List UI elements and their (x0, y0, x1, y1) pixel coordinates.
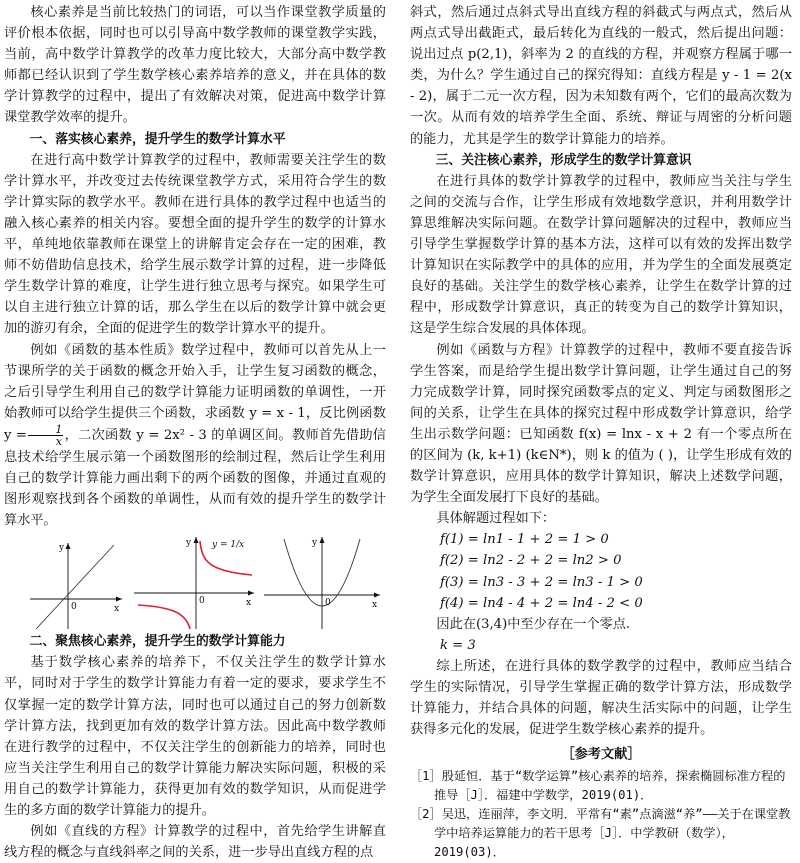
section-2-paragraph-1: 基于数学核心素养的培养下，不仅关注学生的数学计算水平，同时对于学生的数学计算能力有着一定的要求，要求学生不仅掌握一定的数学计算方法，同时也可以通过自己的努力创新数学计算方法，找到更加有效的数学计算方法。因此高中数学教师在进行教学的过程中，不仅关注学生的创新能力的培养，同时也应当关注学生利用自己的数学计算能力解决实际问题，积极的采用自己的数学计算能力，获得更加有效的数学知识，从而促进学生的多方面的数学计算能力的提升。 (4, 655, 386, 818)
solution-process-label: 具体解题过程如下： (436, 511, 556, 527)
k-value: k = 3 (440, 637, 476, 653)
function-examples-text: 例如《函数的基本性质》数学过程中，教师可以首先从上一节课所学的关于函数的概念开始入手，让学生复习函数的概念，之后引导学生利用自己的数学计算能力证明函数的单调性，一开始教师可以给学生提供三个函数，求函数 y = x - 1，反比例函数 y = (4, 342, 386, 443)
intro-paragraph: 核心素养是当前比较热门的词语，可以当作课堂教学质量的评价根本依据，同时也可以引导高中数学教师的课堂教学实践，当前，高中数学计算教学的改革力度比较大，大部分高中数学教师都已经认识到了学生数学核心素养培养的意义，并在具体的数学计算教学的过程中，提出了有效解决对策，促进高中数学计算课堂教学效率的提升。 (4, 5, 386, 126)
calc-line-4: f(4) = ln4 - 4 + 2 = ln4 - 2 < 0 (440, 595, 643, 611)
summary-paragraph: 综上所述，在进行具体的数学教学的过程中，教师应当结合学生的实际情况，引导学生掌握正确的数学计算方法，形成数学计算能力，并结合具体的问题，解决生活实际中的问题，让学生获得多元化的发展，促进学生数学核心素养的提升。 (410, 658, 792, 738)
left-column (4, 2, 386, 861)
calc-line-3: f(3) = ln3 - 3 + 2 = ln3 - 1 > 0 (440, 574, 643, 590)
graph-linear-y-arrow (66, 543, 71, 549)
calc-line-2: f(2) = ln2 - 2 + 2 = ln2 > 0 (440, 553, 622, 569)
section-3-paragraph-1: 在进行具体的数学计算教学的过程中，教师应当关注与学生之间的交流与合作，让学生形成有效地数学意识，并利用数学计算思维解决实际问题。在数学计算问题解决的过程中，教师应当引导学生掌握数学计算的基本方法，这样可以有效的发挥出数学计算知识在实际教学中的具体的应用，并为学生的全面发展奠定良好的基础。关注学生的数学核心素养，让学生在数学计算的过程中，形成数学计算意识，真正的转变为自己的数学计算知识，这是学生综合发展的具体体现。 (410, 173, 792, 337)
graph-linear-line (36, 545, 114, 629)
monotonic-interval-text: ，二次函数 y = 2x² - 3 的单调区间。教师首先借助信息技术给学生展示第一个函数图形的绘制过程，然后让学生利用自己的数学计算能力画出剩下的两个函数的图像，并通过直观的图形观察找到各个函数的单调性，从而有效的提升学生的数学计算水平。 (4, 427, 386, 529)
section-3-paragraph-2: 例如《函数与方程》计算教学的过程中，教师不要直接告诉学生答案，而是给学生提出数学计算问题，让学生通过自己的努力完成数学计算，同时探究函数零点的定义、判定与函数图形之间的关系，让学生在具体的探究过程中形成数学计算意识，给学生出示数学问题：已知函数 f(x) = lnx - x + 2 有一个零点所在的区间为 (k, k+1) (k∈N*)，则 k 的值为 ( )，让学生形成有效的数学计算意识，应用具体的数学计算知识，解决上述数学问题，为学生全面发展打下良好的基础。 (410, 342, 792, 506)
graph-linear-x-label: x (114, 604, 120, 615)
section-1-paragraph-2 (4, 340, 386, 532)
graph-quadratic-y-arrow (320, 537, 325, 543)
function-graphs (4, 533, 386, 631)
references-heading: ［参考文献］ (561, 747, 641, 763)
graph-quadratic-y-label: y (312, 538, 318, 549)
graph-reciprocal-branch-left (138, 605, 190, 629)
fraction-one-over-x (28, 424, 63, 447)
graph-linear (26, 533, 126, 631)
reference-2: ［2］吴迅，连丽萍，李文明．平常有“素”点滴滋“养”——关于在课堂教学中培养运算能力的若干思考［J］．中学教研（数学），2019(03)． (410, 807, 791, 860)
reference-1: ［1］殷延恒．基于“数学运算”核心素养的培养，探索椭圆标准方程的推导［J］．福建中学数学，2019(01)． (410, 769, 786, 803)
graph-quadratic-x-arrow (374, 593, 380, 598)
graph-reciprocal-curve-label: y = 1/x (212, 540, 245, 551)
graph-reciprocal-x-arrow (248, 591, 254, 596)
section-2-heading: 二、聚焦核心素养，提升学生的数学计算能力 (29, 634, 286, 650)
section-3-heading: 三、关注核心素养，形成学生的数学计算意识 (435, 152, 692, 168)
graph-quadratic-origin-label: 0 (325, 598, 331, 609)
graph-reciprocal (132, 533, 257, 631)
section-1-paragraph-1: 在进行高中数学计算教学的过程中，教师需要关注学生的数学计算水平，并改变过去传统课堂教学方式，采用符合学生的数学计算实际的教学水平。教师在进行具体的教学过程中也适当的融入核心素养的相关内容。要想全面的提升学生的数学的计算水平，单纯地依靠教师在课堂上的讲解肯定会存在一定的困难，教师不妨借助信息技术，给学生展示数学计算的过程，进一步降低学生数学计算的难度，让学生进行独立思考与探究。如果学生可以自主进行独立计算的话，那么学生在以后的数学计算中就会更加的游刃有余，全面的促进学生的数学计算水平的提升。 (4, 152, 386, 337)
right-column (410, 2, 792, 860)
fraction-denominator: x (55, 434, 62, 448)
graph-reciprocal-x-label: x (246, 598, 252, 609)
fraction-numerator: 1 (28, 424, 63, 436)
section-1-heading: 一、落实核心素养，提升学生的数学计算水平 (29, 131, 286, 147)
section-2-paragraph-2: 例如《直线的方程》计算教学的过程中，首先给学生讲解直线方程的概念与直线斜率之间的关系，进一步导出直线方程的点 (4, 824, 386, 861)
calc-line-1: f(1) = ln1 - 1 + 2 = 1 > 0 (440, 532, 609, 548)
graph-linear-origin-label: 0 (71, 602, 77, 613)
graph-reciprocal-y-arrow (194, 537, 199, 543)
graph-quadratic (262, 533, 384, 631)
graph-quadratic-x-label: x (372, 600, 378, 611)
graph-linear-y-label: y (59, 543, 65, 554)
section-2-paragraph-2-continued: 斜式，然后通过点斜式导出直线方程的斜截式与两点式，然后从两点式导出截距式，最后转化为直线的一般式，然后提出问题：说出过点 p(2,1)，斜率为 2 的直线的方程，并观察方程属于哪一类，为什么？学生通过自己的探究得知：直线方程是 y - 1 = 2(x - 2)，属于二元一次方程，因为未知数有两个，它们的最高次数为一次。从而有效的培养学生全面、系统、辩证与周密的分析问题的能力，尤其是学生的数学计算能力的培养。 (410, 5, 792, 147)
zero-point-conclusion: 因此在(3,4)中至少存在一个零点. (436, 616, 631, 632)
graph-reciprocal-y-label: y (186, 538, 192, 549)
graph-reciprocal-origin-label: 0 (199, 596, 205, 607)
graph-linear-x-arrow (116, 597, 122, 602)
